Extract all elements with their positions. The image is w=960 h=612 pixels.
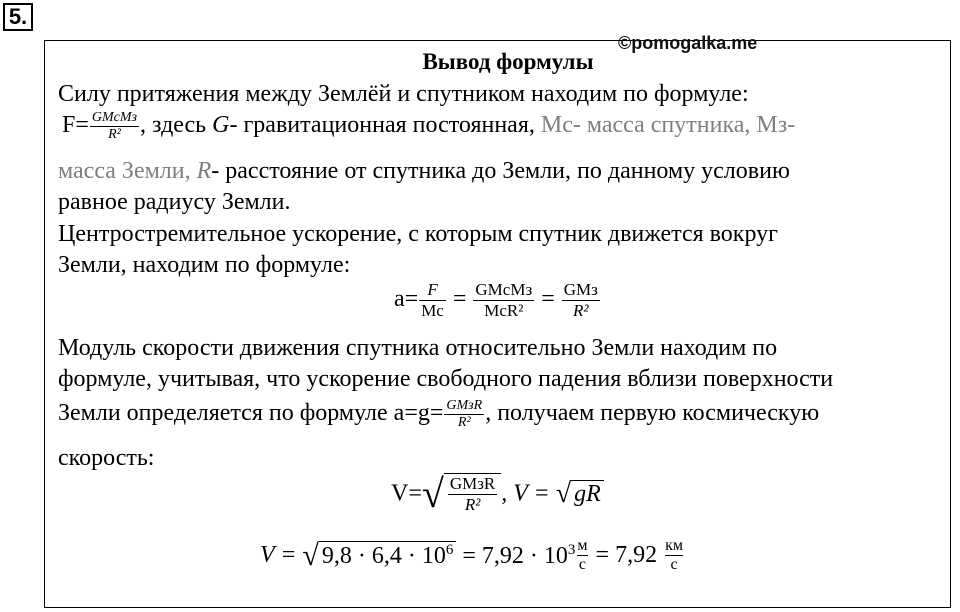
text-line-3	[58, 156, 790, 186]
unit-denominator: с	[670, 556, 678, 573]
sqrt-1	[422, 473, 501, 515]
radical-sign: √	[555, 478, 572, 510]
text-line-8: Модуль скорости движения спутника относительно Земли находим по	[58, 335, 778, 361]
text-line-10	[58, 398, 819, 431]
text-line-1: Силу притяжения между Землёй и спутником находим по формуле:	[58, 81, 749, 107]
unit-km-per-s	[665, 537, 683, 574]
fraction-denominator: R²	[108, 127, 121, 142]
eq-text: = 7,92 · 10	[456, 542, 568, 569]
watermark: ©pomogalka.me	[618, 33, 758, 53]
fraction-denominator: R²	[464, 495, 481, 514]
fraction-denominator: R²	[573, 301, 589, 320]
formula-g-fraction	[444, 398, 484, 431]
fraction-numerator: GMз	[563, 280, 598, 299]
text-fragment-gray: Mс- масса спутника, Mз-	[540, 112, 796, 139]
text-fragment: Земли определяется по формуле a=g=	[58, 400, 444, 427]
radicand	[319, 541, 456, 570]
text-fragment: - гравитационная постоянная,	[229, 112, 541, 139]
unit-numerator: км	[665, 537, 683, 554]
equation-acceleration	[394, 280, 601, 321]
radical-sign: √	[421, 471, 444, 516]
sqrt-2	[556, 480, 604, 508]
eq-middle: , V =	[501, 480, 556, 507]
unit-m-per-s	[577, 537, 587, 574]
fraction-numerator: GMзR	[449, 474, 496, 493]
problem-number: 5.	[3, 3, 33, 31]
text-fragment: , здесь	[140, 112, 213, 139]
text-line-4: равное радиусу Земли.	[58, 189, 291, 215]
eq-fraction-3	[562, 280, 600, 321]
fraction-denominator: R²	[457, 415, 471, 430]
eq-part	[456, 543, 575, 569]
eq-text: = 7,92	[589, 542, 664, 568]
sqrt-3	[302, 538, 456, 572]
symbol-r: R	[196, 158, 212, 184]
radicand-text: 9,8 · 6,4 · 10	[321, 543, 446, 569]
fraction-denominator: MсR²	[484, 301, 524, 320]
eq-fraction-2	[473, 280, 534, 321]
fraction-numerator: GMсMз	[475, 280, 533, 299]
radicand	[444, 473, 501, 515]
eq-lhs: V=	[391, 480, 422, 507]
unit-denominator: с	[578, 556, 587, 573]
equation-velocity-formula	[391, 473, 604, 515]
equals-sign: =	[541, 286, 555, 313]
text-fragment-gray: масса Земли,	[58, 158, 197, 184]
section-title: Вывод формулы	[422, 49, 594, 74]
equation-velocity-value	[260, 537, 685, 574]
radicand-fraction	[448, 474, 497, 515]
fraction-denominator: Mс	[421, 301, 444, 320]
fraction-numerator: F	[419, 280, 446, 301]
exponent: 6	[445, 542, 454, 558]
symbol-g: G	[212, 112, 230, 139]
text-line-6: Земли, находим по формуле:	[58, 252, 351, 278]
radicand: gR	[571, 480, 604, 508]
formula-f-fraction	[90, 110, 139, 143]
text-fragment: - расстояние от спутника до Земли, по данному условию	[211, 158, 790, 184]
radical-sign: √	[302, 538, 319, 572]
eq-lhs: V =	[260, 542, 303, 568]
text-line-9: формуле, учитывая, что ускорение свободного падения вблизи поверхности	[58, 366, 834, 392]
fraction-numerator: GMсMз	[91, 110, 138, 125]
unit-numerator: м	[577, 537, 588, 554]
equals-sign: =	[452, 286, 467, 313]
text-line-11: скорость:	[58, 445, 155, 471]
exponent: 3	[567, 541, 576, 558]
fraction-numerator: GMзR	[446, 398, 483, 413]
text-fragment: , получаем первую космическую	[485, 400, 820, 427]
formula-f-lhs: F=	[62, 112, 89, 139]
eq-lhs: a=	[394, 286, 419, 313]
text-line-5: Центростремительное ускорение, с которым спутник движется вокруг	[58, 221, 778, 247]
text-line-2	[62, 110, 795, 143]
eq-fraction-1	[419, 280, 446, 321]
